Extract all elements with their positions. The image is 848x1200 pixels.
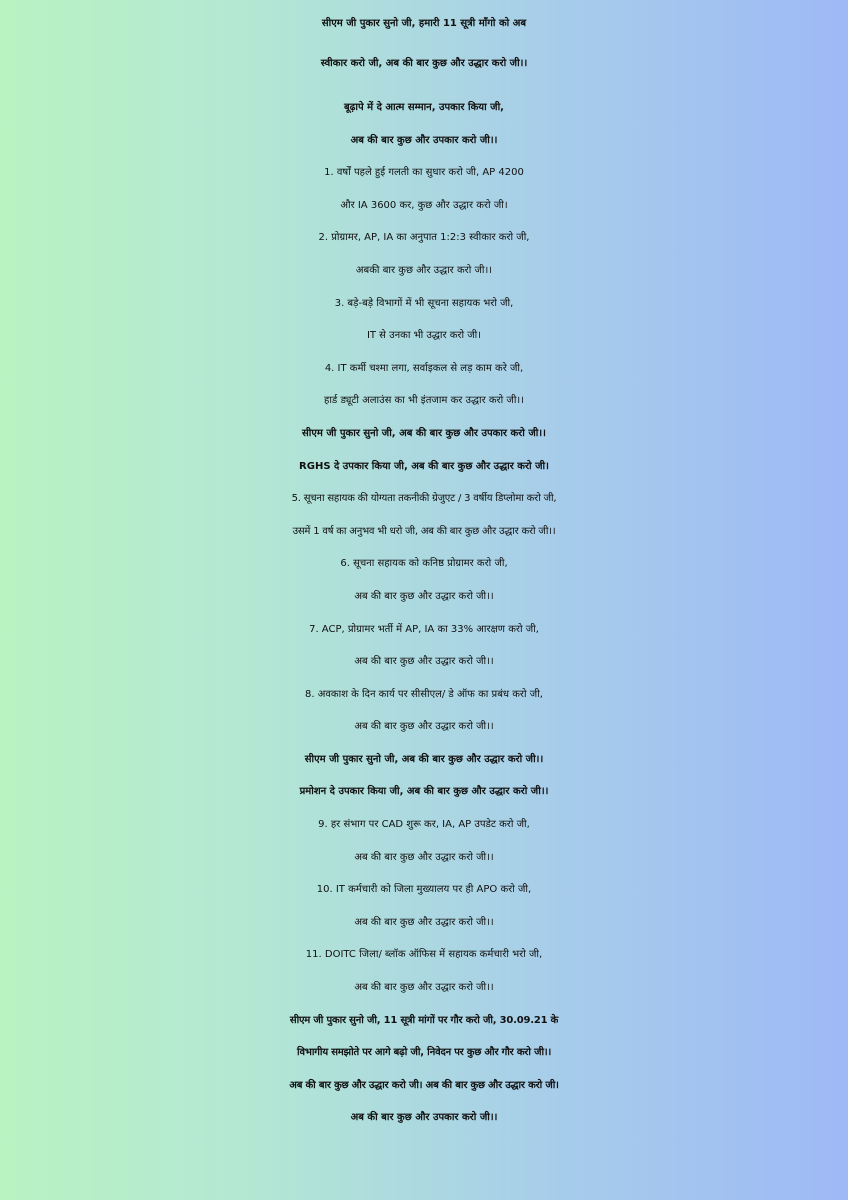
point-5-line-1: 5. सूचना सहायक की योग्यता तकनीकी ग्रेजुएट / 3 वर्षीय डिप्लोमा करो जी, [291,493,557,505]
refrain-1-line-1: सीएम जी पुकार सुनो जी, अब की बार कुछ और उपकार करो जी।। [302,427,546,439]
refrain-2-line-1: सीएम जी पुकार सुनो जी, अब की बार कुछ और उद्धार करो जी।। [304,753,544,765]
point-3-line-2: IT से उनका भी उद्धार करो जी। [366,330,482,342]
title-block [0,4,848,84]
point-4-line-1: 4. IT कर्मी चश्मा लगा, सर्वाइकल से लड़ काम करे जी, [324,362,524,374]
point-9-line-1: 9. हर संभाग पर CAD शुरू कर, IA, AP उपडेट करो जी, [318,819,530,831]
closing-line-3: अब की बार कुछ और उद्धार करो जी। अब की बार कुछ और उद्धार करो जी। [289,1079,559,1091]
refrain-1-line-2: RGHS दे उपकार किया जी, अब की बार कुछ और उद्धार करो जी। [299,460,549,472]
closing-block [0,1005,848,1135]
point-11-line-1: 11. DOITC जिला/ ब्लॉक ऑफिस में सहायक कर्मचारी भरो जी, [305,949,543,961]
refrain-block-2 [0,744,848,809]
intro-block [0,92,848,157]
points-block-3 [0,809,848,1005]
point-7-line-1: 7. ACP, प्रोग्रामर भर्ती में AP, IA का 33% आरक्षण करो जी, [309,623,539,635]
point-1-line-1: 1. वर्षों पहले हुई गलती का सुधार करो जी, AP 4200 [324,167,524,179]
point-5-line-2: उसमें 1 वर्ष का अनुभव भी धरो जी, अब की बार कुछ और उद्धार करो जी।। [292,525,556,537]
point-4-line-2: हार्ड ड्यूटी अलाउंस का भी इंतजाम कर उद्धार करो जी।। [324,395,524,407]
points-block-1 [0,157,848,418]
point-2-line-1: 2. प्रोग्रामर, AP, IA का अनुपात 1:2:3 स्वीकार करो जी, [318,232,530,244]
refrain-2-line-2: प्रमोशन दे उपकार किया जी, अब की बार कुछ और उद्धार करो जी।। [299,786,549,798]
point-10-line-1: 10. IT कर्मचारी को जिला मुख्यालय पर ही APO करो जी, [316,884,532,896]
closing-line-1: सीएम जी पुकार सुनो जी, 11 सूत्री मांगों पर गौर करो जी, 30.09.21 के [289,1014,559,1026]
intro-line-1: बूढ़ापे में दे आत्म सम्मान, उपकार किया जी, [344,102,504,113]
intro-line-2: अब की बार कुछ और उपकार करो जी।। [350,134,498,146]
title-line-2: स्वीकार करो जी, अब की बार कुछ और उद्धार करो जी।। [320,58,528,69]
point-6-line-2: अब की बार कुछ और उद्धार करो जी।। [354,590,494,602]
point-3-line-1: 3. बड़े-बड़े विभागों में भी सूचना सहायक भरो जी, [334,297,514,309]
points-block-2 [0,483,848,744]
point-10-line-2: अब की बार कुछ और उद्धार करो जी।। [354,916,494,928]
point-8-line-1: 8. अवकाश के दिन कार्य पर सीसीएल/ डे ऑफ का प्रबंध करो जी, [305,688,543,700]
point-8-line-2: अब की बार कुछ और उद्धार करो जी।। [354,721,494,733]
point-9-line-2: अब की बार कुछ और उद्धार करो जी।। [354,851,494,863]
point-11-line-2: अब की बार कुछ और उद्धार करो जी।। [354,982,494,994]
refrain-block-1 [0,418,848,483]
closing-line-4: अब की बार कुछ और उपकार करो जी।। [350,1112,498,1124]
point-7-line-2: अब की बार कुछ और उद्धार करो जी।। [354,656,494,668]
title-line-1: सीएम जी पुकार सुनो जी, हमारी 11 सूत्री माँगो को अब [321,18,527,29]
point-6-line-1: 6. सूचना सहायक को कनिष्ठ प्रोग्रामर करो जी, [340,558,508,570]
closing-line-2: विभागीय समझोते पर आगे बढ़ो जी, निवेदन पर कुछ और गौर करो जी।। [296,1047,552,1059]
point-1-line-2: और IA 3600 कर, कुछ और उद्धार करो जी। [340,199,508,211]
point-2-line-2: अबकी बार कुछ और उद्धार करो जी।। [355,264,493,276]
